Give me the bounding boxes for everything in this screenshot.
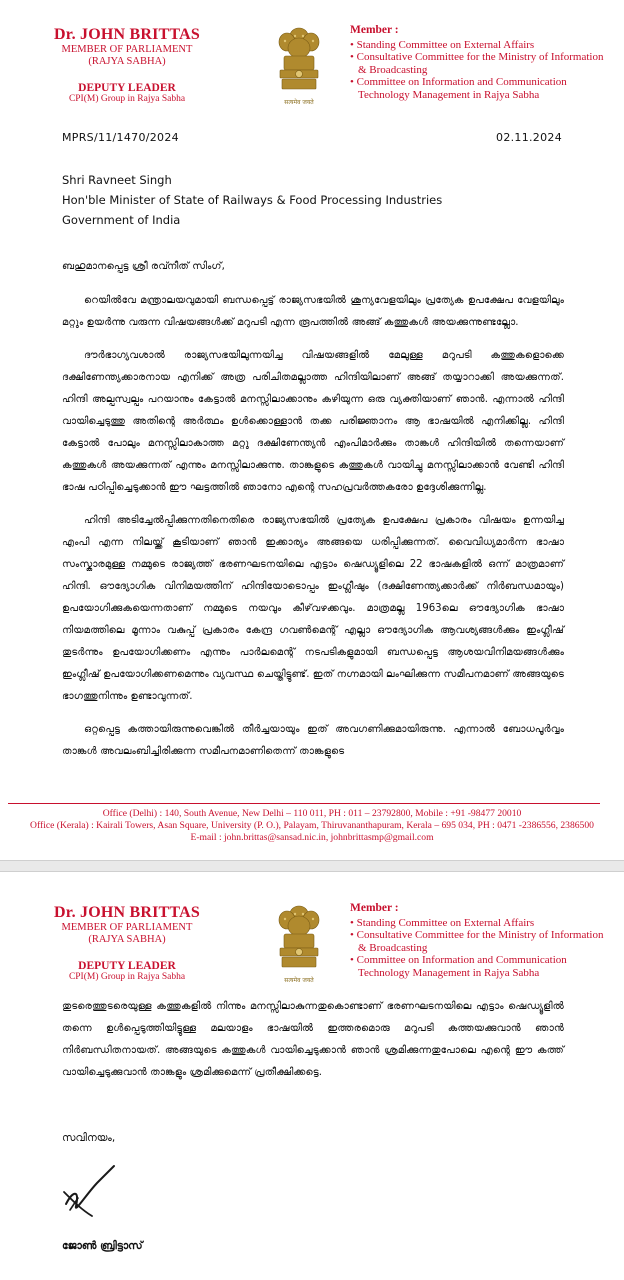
emblem-motto: सत्यमेव जयते bbox=[284, 99, 314, 106]
signatory-name: ജോൺ ബ്രിട്ടാസ് bbox=[62, 1240, 143, 1252]
body-paragraph: തുടരെത്തുടരെയുള്ള കത്തുകളിൽ നിന്നും മനസ്സിലാകുന്നതുകൊണ്ടാണ് ഭരണഘടനയിലെ എട്ടാം ഷെഡ്യൂളിൽ തന്നെ ഉൾപ്പെടുത്തിയിട്ടുള്ള മലയാളം ഭാഷയിൽ ഇത്തരമൊരു മറുപടി കത്തയക്കുവാൻ ഞാൻ നിർബന്ധിതനായത്. അങ്ങയുടെ കത്തുകൾ വായിച്ചെടുക്കാൻ ഞാൻ ശ്രമിക്കുന്നതുപോലെ എന്റെ ഈ കത്ത് വായിച്ചെടുക്കുവാൻ താങ്കളും ശ്രമിക്കുമെന്ന് പ്രതീക്ഷിക്കട്ടെ. bbox=[62, 1001, 564, 1078]
mp-name: Dr. JOHN BRITTAS bbox=[54, 26, 200, 43]
page-separator bbox=[0, 860, 624, 872]
letterhead-left bbox=[22, 26, 232, 104]
member-heading: Member : bbox=[350, 902, 399, 914]
committee-list bbox=[350, 902, 610, 979]
addressee-designation: Hon'ble Minister of State of Railways & Food Processing Industries bbox=[62, 193, 443, 207]
email-address: E-mail : john.brittas@sansad.nic.in, johnbrittasmp@gmail.com bbox=[190, 832, 434, 843]
handwritten-signature bbox=[58, 1162, 128, 1222]
mp-house: (RAJYA SABHA) bbox=[88, 56, 166, 67]
addressee-block bbox=[62, 170, 442, 230]
party-group: CPI(M) Group in Rajya Sabha bbox=[68, 972, 186, 982]
committee-item: • Consultative Committee for the Ministry of Information & Broadcasting bbox=[350, 51, 604, 76]
kerala-office-address: Office (Kerala) : Kairali Towers, Asan Square, University (P. O.), Palayam, Thiruvananthapuram, Kerala – 695 034, PH : 0471 -2386556, 2386500 bbox=[30, 820, 594, 831]
body-paragraph: ഹിന്ദി അടിച്ചേൽപ്പിക്കുന്നതിനെതിരെ രാജ്യസഭയിൽ പ്രത്യേക ഉപക്ഷേപ പ്രകാരം വിഷയം ഉന്നയിച്ച എംപി എന്ന നിലയ്ക്ക് കൂടിയാണ് ഞാൻ ഇക്കാര്യം അങ്ങയെ ധരിപ്പിക്കുന്നത്. വൈവിധ്യമാർന്ന ഭാഷാ സംസ്കാരമുള്ള നമ്മുടെ രാജ്യത്ത് ഭരണഘടനയിലെ എട്ടാം ഷെഡ്യൂളിലെ 22 ഭാഷകളിൽ ഒന്ന് മാത്രമാണ് ഹിന്ദി. ഔദ്യോഗിക വിനിമയത്തിന് ഹിന്ദിയോടൊപ്പം ഇംഗ്ലീഷും (ദക്ഷിണേന്ത്യക്കാർക്ക് നിർബന്ധമായും) ഉപയോഗിക്കുകയെന്നതാണ് നമ്മുടെ നയവും കീഴ്‌വഴക്കവും. മാത്രമല്ല 1963ലെ ഔദ്യോഗിക ഭാഷാ നിയമത്തിലെ മൂന്നാം വകുപ്പ് പ്രകാരം കേന്ദ്ര ഗവൺമെന്റ് എല്ലാ ഔദ്യോഗിക ആവശ്യങ്ങൾക്കും ഇംഗ്ലീഷ് തുടർന്നും ഉപയോഗിക്കണം എന്നും പാർലമെന്റ് നടപടികളുമായി ബന്ധപ്പെട്ട ആശയവിനിമയങ്ങൾക്കും ഇംഗ്ലീഷ് ഉപയോഗിക്കണമെന്നും വ്യവസ്ഥ ചെയ്തിട്ടുണ്ട്. ഇത് നഗ്നമായി ലംഘിക്കുന്ന സമീപനമാണ് അങ്ങയുടെ ഭാഗത്തുനിന്നും ഉണ്ടാവുന്നത്. bbox=[62, 515, 564, 702]
letter-body-continued bbox=[62, 996, 564, 1084]
member-heading: Member : bbox=[350, 24, 399, 36]
mp-title: MEMBER OF PARLIAMENT bbox=[61, 44, 193, 55]
reference-number: MPRS/11/1470/2024 bbox=[62, 131, 179, 144]
closing-phrase: സവിനയം, bbox=[62, 1132, 116, 1144]
letterhead-left bbox=[22, 904, 232, 982]
committee-item: • Committee on Information and Communication Technology Management in Rajya Sabha bbox=[350, 76, 567, 101]
body-paragraph: ഒറ്റപ്പെട്ട കത്തായിരുന്നുവെങ്കിൽ തീർച്ചയായും ഇത് അവഗണിക്കുമായിരുന്നു. എന്നാൽ ബോധപൂർവ്വം താങ്കൾ അവലംബിച്ചിരിക്കുന്ന സമീപനമാണിതെന്ന് താങ്കളുടെ bbox=[62, 724, 564, 757]
committee-list bbox=[350, 24, 610, 101]
letter-body bbox=[62, 256, 564, 774]
letter-date: 02.11.2024 bbox=[496, 131, 562, 144]
committee-item: • Committee on Information and Communication Technology Management in Rajya Sabha bbox=[350, 954, 567, 979]
deputy-leader-label: DEPUTY LEADER bbox=[78, 82, 176, 94]
deputy-leader-label: DEPUTY LEADER bbox=[78, 960, 176, 972]
emblem-motto: सत्यमेव जयते bbox=[284, 977, 314, 984]
mp-house: (RAJYA SABHA) bbox=[88, 934, 166, 945]
national-emblem-icon bbox=[268, 24, 330, 106]
body-paragraph: ദൗർഭാഗ്യവശാൽ രാജ്യസഭയിലുന്നയിച്ച വിഷയങ്ങളിൽ മേലുള്ള മറുപടി കത്തുകളൊക്കെ ദക്ഷിണേന്ത്യക്കാരനായ എനിക്ക് അത്ര പരിചിതമല്ലാത്ത ഹിന്ദിയിലാണ് അങ്ങ് തയ്യാറാക്കി അയക്കുന്നത്. ഹിന്ദി അല്പസ്വല്പം പറയാനും കേട്ടാൽ മനസ്സിലാക്കാനും കഴിയുന്ന ഒരു വ്യക്തിയാണ് ഞാൻ. എന്നാൽ ഹിന്ദി വായിച്ചെടുത്തു അതിന്റെ അർത്ഥം ഉൾക്കൊള്ളാൻ തക്ക പരിജ്ഞാനം ആ ഭാഷയിൽ എനിക്കില്ല. ഹിന്ദി കേട്ടാൽ പോലും മനസ്സിലാകാത്ത മറ്റു ദക്ഷിണേന്ത്യൻ എംപിമാർക്കും താങ്കൾ ഹിന്ദിയിൽ തന്നെയാണ് കത്തുകൾ അയക്കുന്നത് എന്നും മനസ്സിലാക്കുന്നു. താങ്കളുടെ കത്തുകൾ വായിച്ചു മനസ്സിലാക്കാൻ വേണ്ടി ഹിന്ദി ഭാഷ പഠിപ്പിച്ചെടുക്കാൻ ഈ ഘട്ടത്തിൽ ഞാനോ എന്റെ സഹപ്രവർത്തകരോ ഉദ്ദേശിക്കുന്നില്ല. bbox=[62, 350, 564, 493]
body-paragraph: റെയിൽവേ മന്ത്രാലയവുമായി ബന്ധപ്പെട്ട് രാജ്യസഭയിൽ ശൂന്യവേളയിലും പ്രത്യേക ഉപക്ഷേപ വേളയിലും മറ്റും ഉയർന്നു വരുന്ന വിഷയങ്ങൾക്ക് മറുപടി എന്ന രൂപത്തിൽ അങ്ങ് കത്തുകൾ അയക്കുന്നുണ്ടല്ലോ. bbox=[62, 295, 564, 328]
letter-page-2 bbox=[0, 872, 624, 1280]
letter-footer bbox=[0, 808, 624, 844]
mp-name: Dr. JOHN BRITTAS bbox=[54, 904, 200, 921]
addressee-name: Shri Ravneet Singh bbox=[62, 173, 172, 187]
salutation: ബഹുമാനപ്പെട്ട ശ്രീ രവ്നീത് സിംഗ്, bbox=[62, 261, 225, 272]
party-group: CPI(M) Group in Rajya Sabha bbox=[68, 94, 186, 104]
addressee-office: Government of India bbox=[62, 213, 181, 227]
committee-item: • Consultative Committee for the Ministry of Information & Broadcasting bbox=[350, 929, 604, 954]
delhi-office-address: Office (Delhi) : 140, South Avenue, New Delhi – 110 011, PH : 011 – 23792800, Mobile : +91 -98477 20010 bbox=[102, 808, 522, 819]
committee-item: • Standing Committee on External Affairs bbox=[350, 38, 535, 51]
mp-title: MEMBER OF PARLIAMENT bbox=[61, 922, 193, 933]
footer-divider bbox=[8, 803, 600, 804]
national-emblem-icon bbox=[268, 902, 330, 984]
committee-item: • Standing Committee on External Affairs bbox=[350, 916, 535, 929]
